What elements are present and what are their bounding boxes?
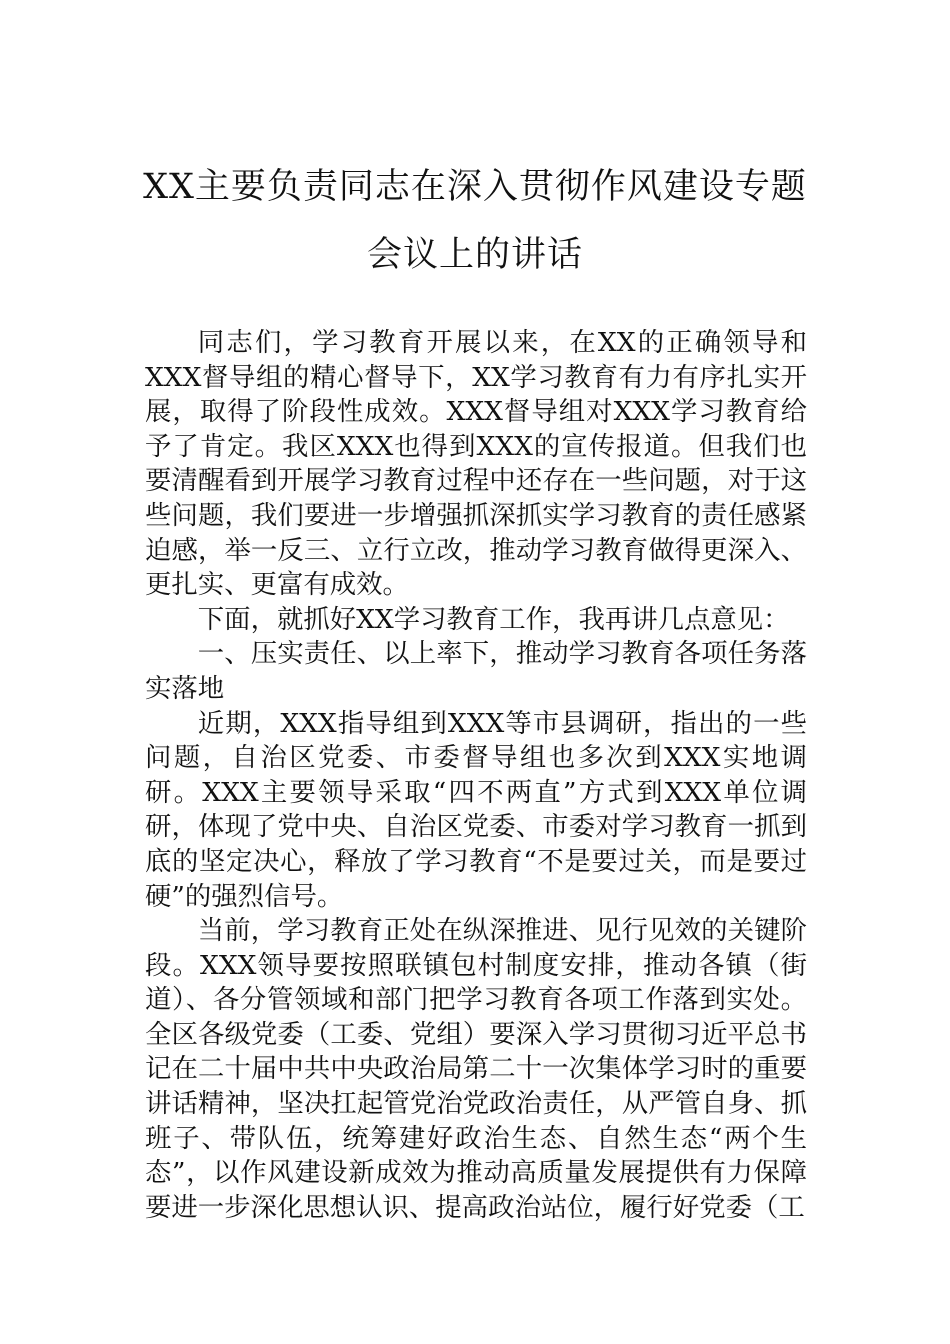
section-heading-1: 一、压实责任、以上率下，推动学习教育各项任务落实落地 bbox=[145, 638, 807, 704]
document-body bbox=[145, 326, 807, 1225]
paragraph-current-stage: 当前，学习教育正处在纵深推进、见行见效的关键阶段。XXX领导要按照联镇包村制度安排，推动各镇（街道）、各分管领域和部门把学习教育各项工作落到实处。全区各级党委（工委、党组）要深入学习贯彻习近平总书记在二十届中共中央政治局第二十一次集体学习时的重要讲话精神，坚决扛起管党治党政治责任，从严管自身、抓班子、带队伍，统筹建好政治生态、自然生态“两个生态”，以作风建设新成效为推动高质量发展提供有力保障要进一步深化思想认识、提高政治站位，履行好党委（工 bbox=[145, 915, 807, 1223]
paragraph-recent-research: 近期，XXX指导组到XXX等市县调研，指出的一些问题，自治区党委、市委督导组也多次到XXX实地调研。XXX主要领导采取“四不两直”方式到XXX单位调研，体现了党中央、自治区党委、市委对学习教育一抓到底的坚定决心，释放了学习教育“不是要过关，而是要过硬”的强烈信号。 bbox=[145, 707, 807, 912]
paragraph-opening: 同志们，学习教育开展以来，在XX的正确领导和XXX督导组的精心督导下，XX学习教育有力有序扎实开展，取得了阶段性成效。XXX督导组对XXX学习教育给予了肯定。我区XXX也得到XXX的宣传报道。但我们也要清醒看到开展学习教育过程中还存在一些问题，对于这些问题，我们要进一步增强抓深抓实学习教育的责任感紧迫感，举一反三、立行立改，推动学习教育做得更深入、更扎实、更富有成效。 bbox=[145, 327, 807, 601]
document-title-line-2: 会议上的讲话 bbox=[366, 235, 583, 275]
document-title-line-1: XX主要负责同志在深入贯彻作风建设专题 bbox=[143, 167, 807, 207]
paragraph-intro: 下面，就抓好XX学习教育工作，我再讲几点意见： bbox=[197, 603, 790, 635]
